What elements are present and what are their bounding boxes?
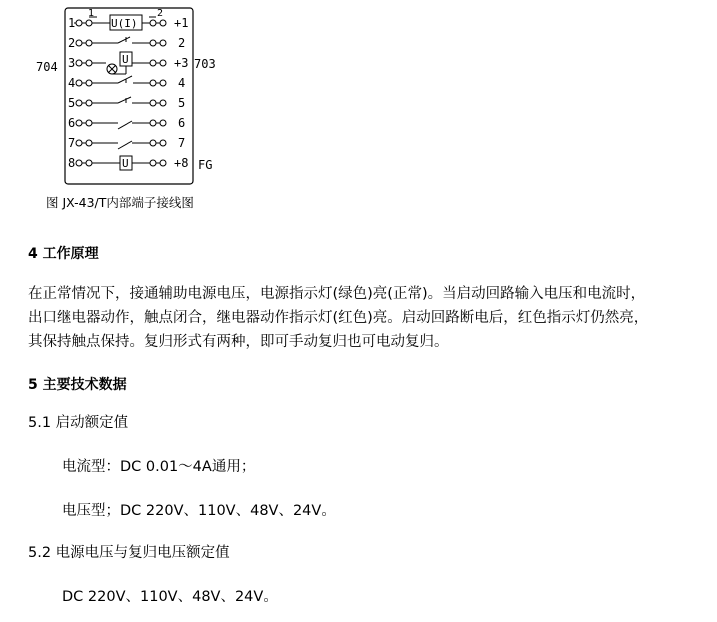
contact-row-4 — [92, 76, 150, 83]
section-4-line-2: 出口继电器动作，触点闭合，继电器动作指示灯(红色)亮。启动回路断电后，红色指示灯仍然亮， — [28, 310, 649, 326]
right-terminal: +3 — [174, 56, 189, 70]
left-terminal: 7 — [68, 136, 76, 150]
top-number-2: 2 — [157, 8, 164, 19]
section-5-title: 5 主要技术数据 — [28, 377, 127, 393]
left-terminal: 6 — [68, 116, 76, 130]
left-terminal: 8 — [68, 156, 76, 170]
right-terminal: 4 — [178, 76, 186, 90]
contact-row-6 — [92, 121, 150, 129]
current-type-spec: 电流型：DC 0.01～4A通用； — [62, 459, 256, 475]
coil-label-row3: U — [122, 53, 129, 66]
left-terminal-circles — [76, 20, 92, 166]
right-terminal: 6 — [178, 116, 186, 130]
label-704: 704 — [36, 60, 58, 74]
section-4-title: 4 工作原理 — [28, 246, 99, 262]
right-terminal: 7 — [178, 136, 186, 150]
left-terminal: 4 — [68, 76, 76, 90]
section-4-line-3: 其保持触点保持。复归形式有两种，即可手动复归也可电动复归。 — [28, 334, 449, 350]
right-terminal: +1 — [174, 16, 189, 30]
contact-row-5 — [92, 97, 150, 103]
right-terminal: 2 — [178, 36, 186, 50]
relay-label: U(I) — [111, 17, 138, 30]
wiring-diagram — [0, 0, 240, 190]
section-5-1-title: 5.1 启动额定值 — [28, 415, 129, 431]
right-terminal: +8 — [174, 156, 189, 170]
right-terminal: 5 — [178, 96, 186, 110]
left-terminal: 5 — [68, 96, 76, 110]
section-4-line-1: 在正常情况下，接通辅助电源电压，电源指示灯(绿色)亮(正常)。当启动回路输入电压和电流时， — [28, 286, 646, 302]
label-fg: FG — [198, 158, 213, 172]
contact-row-2 — [92, 37, 150, 43]
section-5-2-title: 5.2 电源电压与复归电压额定值 — [28, 545, 230, 561]
label-703: 703 — [194, 57, 216, 71]
contact-row-7 — [92, 141, 150, 149]
coil-row-8 — [92, 156, 150, 170]
coil-lamp-row-3 — [92, 52, 150, 74]
left-terminal: 2 — [68, 36, 76, 50]
top-number-1: 1 — [88, 8, 95, 19]
coil-label-row8: U — [122, 157, 129, 170]
right-terminal-circles — [150, 20, 166, 166]
diagram-caption: 图 JX-43/T内部端子接线图 — [46, 195, 194, 210]
left-terminal: 1 — [68, 16, 76, 30]
voltage-type-spec: 电压型；DC 220V、110V、48V、24V。 — [62, 503, 336, 519]
section-5-2-value: DC 220V、110V、48V、24V。 — [62, 589, 278, 605]
left-terminal: 3 — [68, 56, 76, 70]
